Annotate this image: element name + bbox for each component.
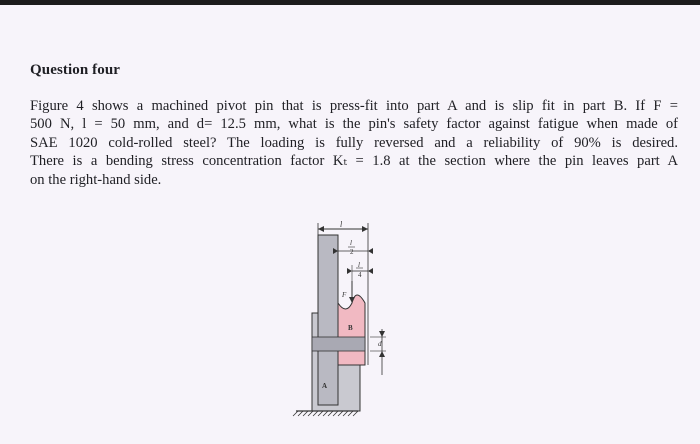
dim-l-arrow-right — [362, 226, 368, 232]
dim-d-arrow-top — [379, 331, 385, 337]
question-line-5: on the right-hand side. — [30, 171, 162, 188]
dim-l-arrow-left — [318, 226, 324, 232]
question-line-4: There is a bending stress concentration factor Kₜ = 1.8 at the section where the pin leaves part A — [30, 153, 678, 170]
dim-d-label: d — [378, 340, 382, 348]
dim-half-den: 2 — [350, 248, 354, 256]
top-border — [0, 0, 700, 5]
question-body — [30, 97, 680, 189]
question-line-2: 500 N, l = 50 mm, and d= 12.5 mm, what is the pin's safety factor against fatigue when made of — [30, 116, 678, 133]
question-line-1: Figure 4 shows a machined pivot pin that is press-fit into part A and is slip fit in part B. If F = — [30, 98, 678, 114]
ground-hatch — [293, 411, 358, 416]
dim-d-arrow-bottom — [379, 351, 385, 357]
pin-shaft — [318, 235, 338, 405]
part-b-label: B — [348, 324, 353, 332]
dim-quarter-den: 4 — [358, 271, 362, 279]
dim-quarter-arrow-right — [368, 268, 373, 274]
figure-svg — [290, 205, 400, 430]
question-heading: Question four — [30, 62, 121, 78]
dim-half-num: l — [350, 239, 352, 247]
force-label: F — [342, 291, 347, 299]
dim-half-arrow-right — [368, 248, 373, 254]
dim-quarter-num: l — [358, 261, 360, 269]
dim-quarter-arrow-left — [347, 268, 352, 274]
pivot-pin-figure — [290, 205, 400, 430]
pin-band — [312, 337, 365, 351]
question-line-3: SAE 1020 cold-rolled steel? The loading is fully reversed and a reliability of 90% is desired. — [30, 134, 678, 151]
part-a-label: A — [322, 382, 328, 390]
dim-l-label: l — [340, 220, 343, 229]
